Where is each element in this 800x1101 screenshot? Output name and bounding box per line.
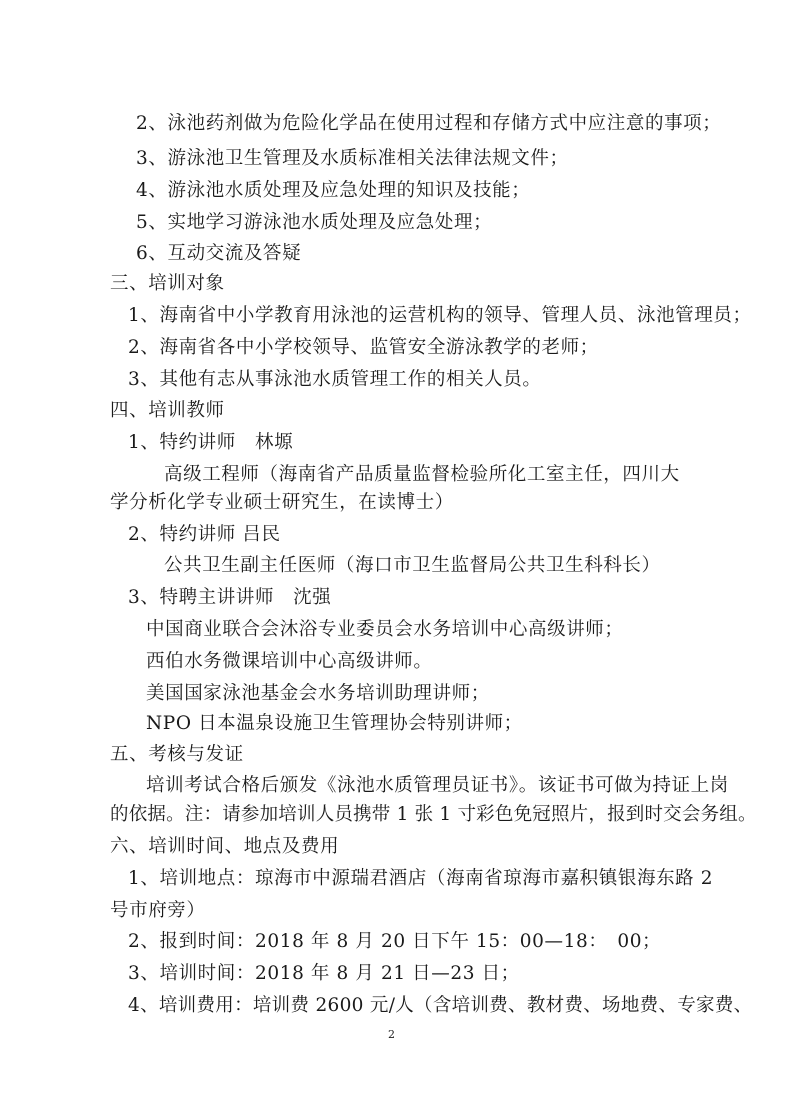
page-number: 2 <box>388 1028 395 1041</box>
training-content-item-5: 5、实地学习游泳池水质处理及应急处理； <box>136 212 493 233</box>
training-location-line-1: 1、培训地点：琼海市中源瑞君酒店（海南省琼海市嘉积镇银海东路 2 <box>128 868 714 889</box>
training-content-item-6: 6、互动交流及答疑 <box>136 243 302 264</box>
registration-time: 2、报到时间：2018 年 8 月 20 日下午 15：00—18： 00； <box>128 931 662 952</box>
section-5-heading: 五、考核与发证 <box>110 744 244 765</box>
training-location-line-2: 号市府旁） <box>110 900 206 921</box>
training-time: 3、培训时间：2018 年 8 月 21 日—23 日； <box>128 963 520 984</box>
target-audience-item-1: 1、海南省中小学教育用泳池的运营机构的领导、管理人员、泳池管理员； <box>128 305 752 326</box>
teacher-2-title: 2、特约讲师 吕民 <box>128 524 281 545</box>
teacher-2-description: 公共卫生副主任医师（海口市卫生监督局公共卫生科科长） <box>164 555 661 576</box>
teacher-3-description-1: 中国商业联合会沐浴专业委员会水务培训中心高级讲师； <box>146 619 624 640</box>
teacher-3-description-3: 美国国家泳池基金会水务培训助理讲师； <box>146 683 490 704</box>
section-4-heading: 四、培训教师 <box>110 400 225 421</box>
section-3-heading: 三、培训对象 <box>110 273 225 294</box>
teacher-3-title: 3、特聘主讲讲师 沈强 <box>128 587 332 608</box>
target-audience-item-2: 2、海南省各中小学校领导、监管安全游泳教学的老师； <box>128 337 599 358</box>
target-audience-item-3: 3、其他有志从事泳池水质管理工作的相关人员。 <box>128 369 542 390</box>
assessment-paragraph-line-2: 的依据。注：请参加培训人员携带 1 张 1 寸彩色免冠照片，报到时交会务组。 <box>110 804 757 825</box>
teacher-1-description-line-2: 学分析化学专业硕士研究生，在读博士） <box>110 492 454 513</box>
section-6-heading: 六、培训时间、地点及费用 <box>110 836 340 857</box>
training-content-item-3: 3、游泳池卫生管理及水质标准相关法律法规文件； <box>136 148 569 169</box>
teacher-3-description-4: NPO 日本温泉设施卫生管理协会特别讲师； <box>146 713 523 734</box>
training-content-item-2: 2、泳池药剂做为危险化学品在使用过程和存储方式中应注意的事项； <box>136 113 722 134</box>
assessment-paragraph-line-1: 培训考试合格后颁发《泳池水质管理员证书》。该证书可做为持证上岗 <box>146 775 729 796</box>
training-content-item-4: 4、游泳池水质处理及应急处理的知识及技能； <box>136 180 531 201</box>
teacher-1-title: 1、特约讲师 林塬 <box>128 432 294 453</box>
teacher-1-description-line-1: 高级工程师（海南省产品质量监督检验所化工室主任，四川大 <box>164 464 680 485</box>
teacher-3-description-2: 西伯水务微课培训中心高级讲师。 <box>146 651 433 672</box>
training-fee: 4、培训费用：培训费 2600 元/人（含培训费、教材费、场地费、专家费、 <box>128 995 753 1016</box>
